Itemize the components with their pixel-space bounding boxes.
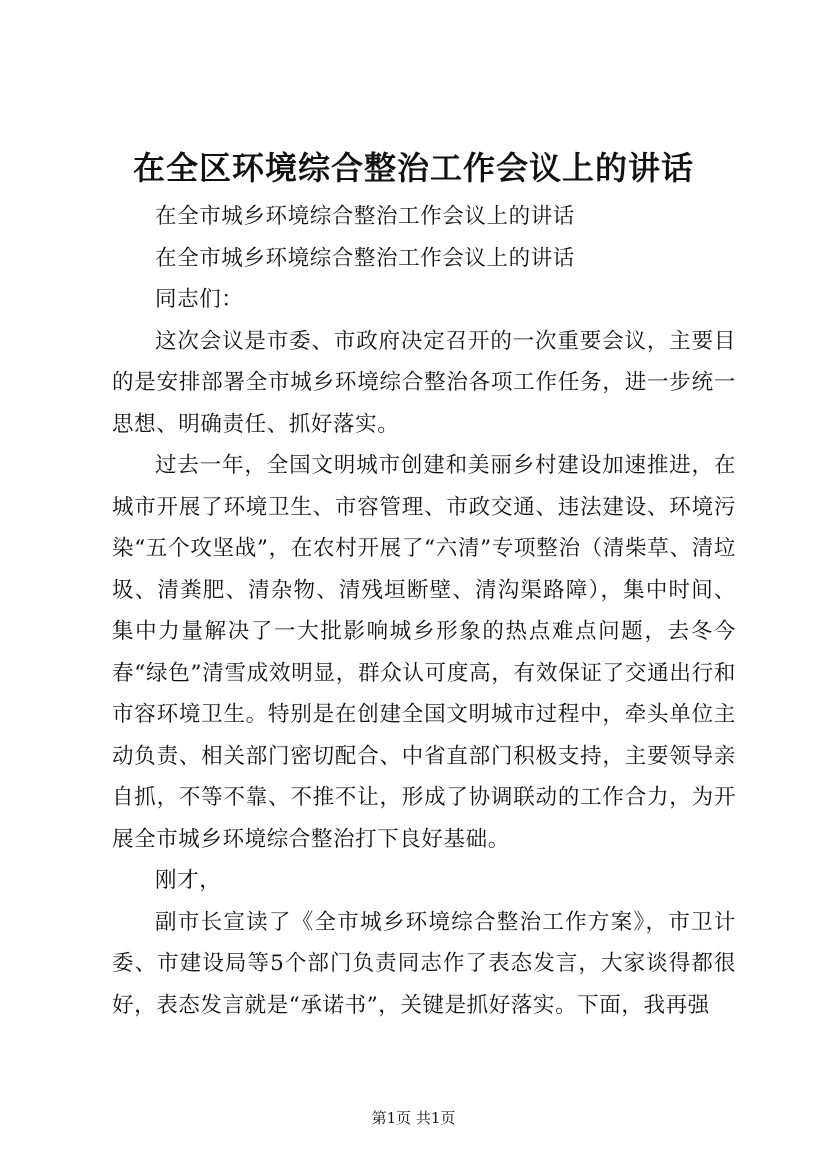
paragraph-review: 过去一年，全国文明城市创建和美丽乡村建设加速推进，在城市开展了环境卫生、市容管理、市政交通、违法建设、环境污染“五个攻坚战”，在农村开展了“六清”专项整治（清柴草、清垃圾、清粪肥、清杂物、清残垣断壁、清沟渠路障），集中时间、集中力量解决了一大批影响城乡形象的热点难点问题，去冬今春“绿色”清雪成效明显，群众认可度高，有效保证了交通出行和市容环境卫生。特别是在创建全国文明城市过程中，牵头单位主动负责、相关部门密切配合、中省直部门积极支持，主要领导亲自抓，不等不靠、不推不让，形成了协调联动的工作合力，为开展全市城乡环境综合整治打下良好基础。	[112, 453, 736, 852]
document-body	[112, 196, 736, 1026]
page-number-footer: 第1页 共1页	[371, 1109, 456, 1127]
paragraph-subtitle-2: 在全市城乡环境综合整治工作会议上的讲话	[155, 245, 575, 271]
paragraph-just-now: 刚才，	[155, 868, 222, 893]
paragraph-announcement: 副市长宣读了《全市城乡环境综合整治工作方案》，市卫计委、市建设局等5个部门负责同志作了表态发言，大家谈得都很好，表态发言就是“承诺书”，关键是抓好落实。下面，我再强	[112, 909, 736, 1018]
paragraph-salutation: 同志们：	[155, 287, 244, 312]
paragraph-intro: 这次会议是市委、市政府决定召开的一次重要会议，主要目的是安排部署全市城乡环境综合整治各项工作任务，进一步统一思想、明确责任、抓好落实。	[112, 328, 736, 437]
paragraph-subtitle-1: 在全市城乡环境综合整治工作会议上的讲话	[155, 204, 575, 229]
document-title: 在全区环境综合整治工作会议上的讲话	[132, 149, 694, 187]
